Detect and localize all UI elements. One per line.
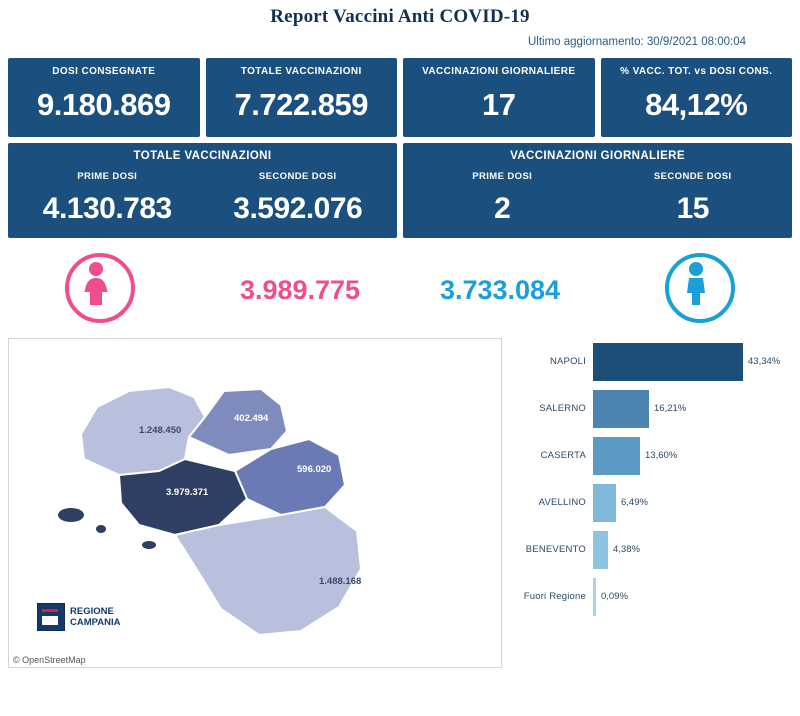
panel-col-value: 2 <box>494 192 511 225</box>
bar-row[interactable] <box>508 526 792 573</box>
panel-totale-vaccinazioni <box>8 143 397 238</box>
bar-value: 6,49% <box>621 497 648 508</box>
bar-salerno[interactable] <box>593 390 649 428</box>
panel-col-prime-dosi <box>12 171 203 226</box>
bar-value: 13,60% <box>645 450 678 461</box>
bar-label: Fuori Regione <box>523 591 586 602</box>
page-title: Report Vaccini Anti COVID-19 <box>270 6 530 27</box>
bar-benevento[interactable] <box>593 531 608 569</box>
kpi-value: 84,12% <box>645 87 748 122</box>
bar-row[interactable] <box>508 573 792 620</box>
kpi-dosi-consegnate <box>8 58 200 137</box>
kpi-vaccinazioni-giornaliere <box>403 58 595 137</box>
regione-campania-crest-icon <box>37 603 65 631</box>
kpi-row <box>0 58 800 137</box>
bar-value: 0,09% <box>601 591 628 602</box>
kpi-totale-vaccinazioni <box>206 58 398 137</box>
bar-label: NAPOLI <box>549 356 586 367</box>
panel-col-value: 15 <box>676 192 709 225</box>
kpi-label: VACCINAZIONI GIORNALIERE <box>422 66 576 77</box>
province-bar-chart <box>508 338 792 668</box>
panel-col-label: PRIME DOSI <box>472 171 533 182</box>
kpi-percentuale-vacc-vs-dosi <box>601 58 793 137</box>
bar-row[interactable] <box>508 338 792 385</box>
bar-label: AVELLINO <box>538 497 586 508</box>
bar-napoli[interactable] <box>593 343 743 381</box>
female-icon-cell <box>0 253 200 328</box>
male-icon <box>665 253 735 323</box>
bar-value: 4,38% <box>613 544 640 555</box>
bar-row[interactable] <box>508 385 792 432</box>
male-total-value: 3.733.084 <box>439 274 561 305</box>
kpi-value: 17 <box>482 87 516 122</box>
panel-col-label: PRIME DOSI <box>77 171 138 182</box>
logo-line1: REGIONE <box>70 606 114 617</box>
bar-row[interactable] <box>508 479 792 526</box>
panel-col-label: SECONDE DOSI <box>258 171 337 182</box>
bar-label: CASERTA <box>540 450 586 461</box>
panel-col-label: SECONDE DOSI <box>653 171 732 182</box>
logo-line2: CAMPANIA <box>70 617 121 628</box>
map-island-ischia <box>58 508 84 522</box>
female-total-cell <box>200 275 400 306</box>
panel-col-seconde-dosi <box>203 171 394 226</box>
bar-label: SALERNO <box>539 403 586 414</box>
kpi-value: 7.722.859 <box>234 87 368 122</box>
map-attribution: © OpenStreetMap <box>13 655 86 665</box>
bar-value: 43,34% <box>748 356 781 367</box>
kpi-label: DOSI CONSEGNATE <box>52 66 156 77</box>
kpi-label: TOTALE VACCINAZIONI <box>240 66 362 77</box>
map-label-salerno: 1.488.168 <box>319 576 362 587</box>
panel-col-value: 4.130.783 <box>42 192 172 225</box>
bar-row[interactable] <box>508 432 792 479</box>
bar-label: BENEVENTO <box>525 544 586 555</box>
female-total-value: 3.989.775 <box>239 274 361 305</box>
map-label-benevento: 402.494 <box>234 413 269 424</box>
panel-col-value: 3.592.076 <box>233 192 363 225</box>
map-island-procida <box>96 525 106 533</box>
regione-campania-logo <box>37 603 121 631</box>
map-label-avellino: 596.020 <box>297 464 332 475</box>
map-label-caserta: 1.248.450 <box>139 425 182 436</box>
male-icon-cell <box>600 253 800 328</box>
bar-avellino[interactable] <box>593 484 616 522</box>
male-total-cell <box>400 275 600 306</box>
gender-breakdown <box>0 252 800 328</box>
panel-title: VACCINAZIONI GIORNALIERE <box>510 150 685 162</box>
kpi-value: 9.180.869 <box>37 87 171 122</box>
panel-title: TOTALE VACCINAZIONI <box>133 150 272 162</box>
map-island-capri <box>142 541 156 549</box>
split-panels <box>0 143 800 238</box>
map-label-napoli: 3.979.371 <box>166 487 209 498</box>
bar-value: 16,21% <box>654 403 687 414</box>
campania-map[interactable] <box>8 338 502 668</box>
panel-vaccinazioni-giornaliere <box>403 143 792 238</box>
last-update-label: Ultimo aggiornamento: 30/9/2021 08:00:04 <box>527 36 746 48</box>
bar-caserta[interactable] <box>593 437 640 475</box>
female-icon <box>65 253 135 323</box>
panel-col-prime-dosi <box>407 171 598 226</box>
kpi-label: % VACC. TOT. vs DOSI CONS. <box>620 66 773 77</box>
panel-col-seconde-dosi <box>598 171 789 226</box>
bottom-section <box>0 338 800 668</box>
